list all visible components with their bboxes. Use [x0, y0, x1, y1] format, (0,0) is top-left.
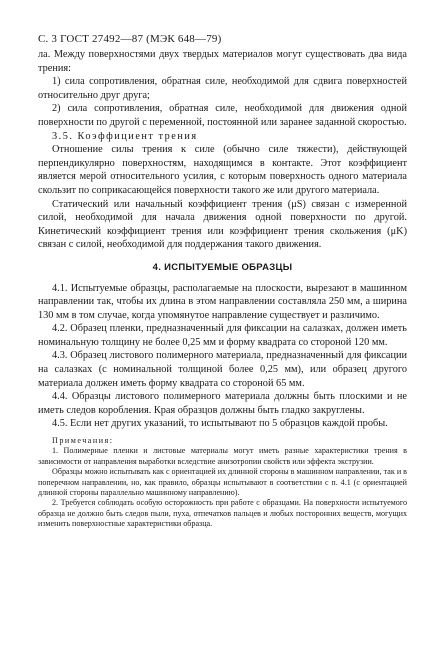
note-1-continued: Образцы можно испытывать как с ориентацией их длинной стороны в машинном направлении, так и в поперечном направлении, но, как правило, образцы испытывают в соответствии с п. 4.1 (с ориентацией длинной стороны параллельно машинному направлению).: [38, 467, 407, 498]
page-header: С. 3 ГОСТ 27492—87 (МЭК 648—79): [38, 33, 222, 45]
term-heading: 3.5. Коэффициент трения: [52, 130, 198, 142]
clause-4-2: 4.2. Образец пленки, предназначенный для фиксации на салазках, должен иметь номинальную толщину не более 0,25 мм и форму квадрата со стороной 120 мм.: [38, 323, 407, 348]
paragraph-item-2: 2) сила сопротивления, обратная силе, необходимой для движения одной поверхности по другой с переменной, постоянной или заранее заданной скоростью.: [38, 103, 407, 128]
clause-4-3: 4.3. Образец листового полимерного материала, предназначенный для фиксации на салазках (с номинальной толщиной более 0,25 мм), или образец другого материала должен иметь форму квадрата со стороной 65 мм.: [38, 350, 407, 389]
note-2: 2. Требуется соблюдать особую осторожность при работе с образцами. На поверхности испытуемого образца не должно быть следов пыли, пуха, отпечатков пальцев и любых посторонних веществ, могущих изменить поверхностные характеристики образца.: [38, 498, 407, 529]
notes-title: Примечания:: [52, 436, 114, 446]
paragraph-item-1: 1) сила сопротивления, обратная силе, необходимой для сдвига поверхностей относительно друг друга;: [38, 76, 407, 101]
note-1: 1. Полимерные пленки и листовые материалы могут иметь разные характеристики трения в зависимости от направления выработки вследствие анизотропии свойств или эффекта экструзии.: [38, 446, 407, 466]
paragraph-coefficients: Статический или начальный коэффициент трения (μS) связан с измеренной силой, необходимой для начала движения одной поверхности по другой. Кинетический коэффициент трения или коэффициент трения скольжения (μK) связан с силой, необходимой для поддержания такого движения.: [38, 198, 407, 251]
paragraph-continuation: ла. Между поверхностями двух твердых материалов могут существовать два вида трения:: [38, 49, 407, 74]
clause-4-4: 4.4. Образцы листового полимерного материала должны быть плоскими и не иметь следов коробления. Края образцов должны быть гладко закруглены.: [38, 391, 407, 416]
section-title: 4. ИСПЫТУЕМЫЕ ОБРАЗЦЫ: [152, 261, 293, 273]
page-body: [38, 48, 407, 530]
paragraph-definition: Отношение силы трения к силе (обычно силе тяжести), действующей перпендикулярно поверхностям, находящимся в контакте. Этот коэффициент является мерой относительного усилия, с которым поверхность одного материала скользит по соприкасающейся поверхности такого же или другого материала.: [38, 144, 407, 196]
notes-block: [38, 436, 407, 530]
clause-4-1: 4.1. Испытуемые образцы, располагаемые на плоскости, вырезают в машинном направлении так, чтобы их длина в этом направлении составляла 250 мм, а ширина 130 мм в том случае, когда упомянутое направление существует и различимо.: [38, 282, 407, 321]
clause-4-5: 4.5. Если нет других указаний, то испытывают по 5 образцов каждой пробы.: [52, 418, 388, 430]
